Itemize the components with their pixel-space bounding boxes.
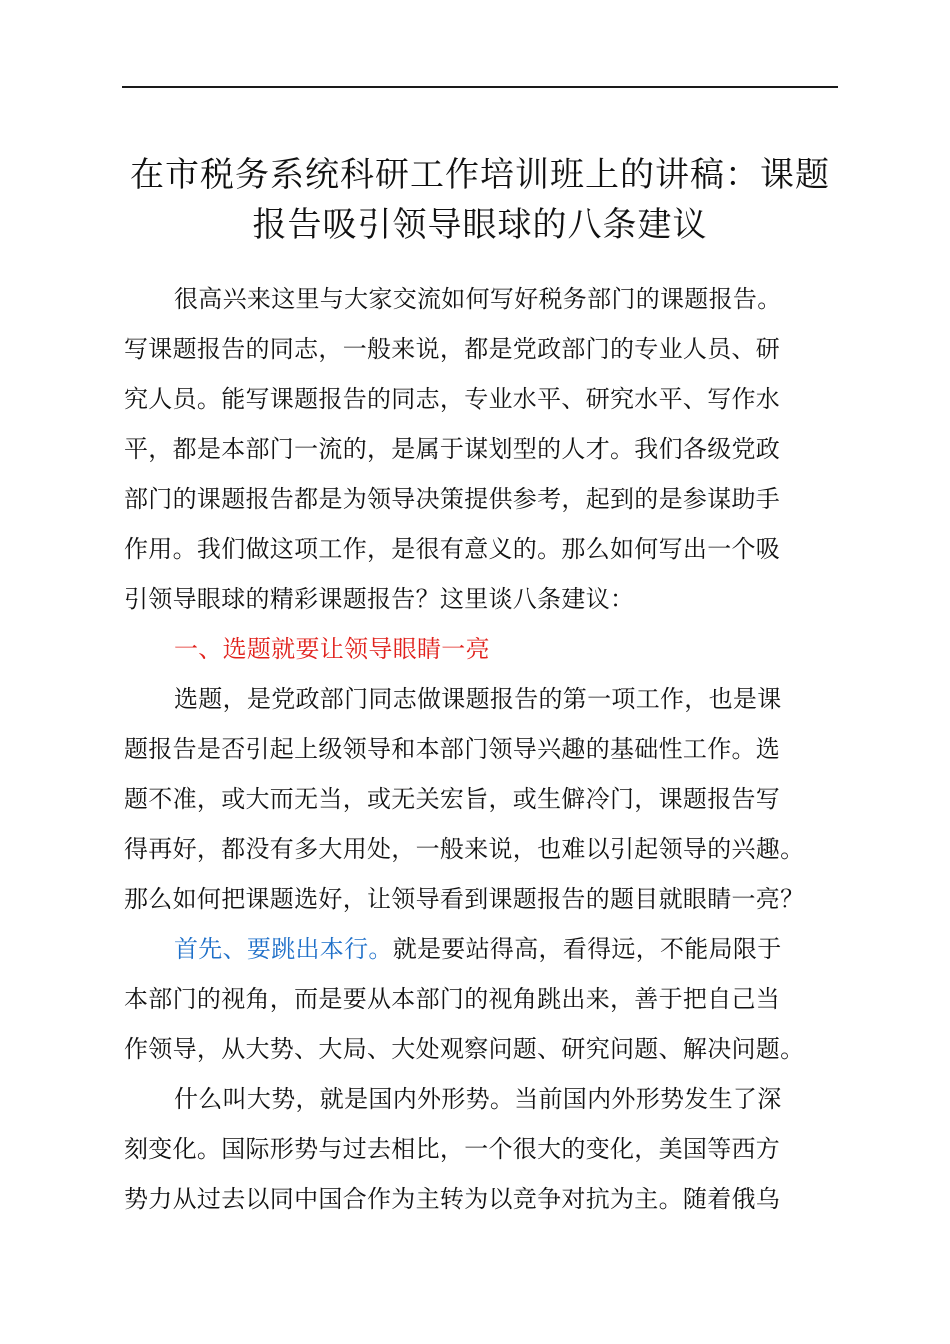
s1-para3-line-3: 势力从过去以同中国合作为主转为以竞争对抗为主。随着俄乌 <box>124 1185 781 1213</box>
s1-para2-line-1 <box>124 924 844 974</box>
s1-para1-line-5: 那么如何把课题选好，让领导看到课题报告的题目就眼睛一亮？ <box>124 885 805 913</box>
intro-line-6: 作用。我们做这项工作，是很有意义的。那么如何写出一个吸 <box>124 535 781 563</box>
document-body <box>124 274 844 1224</box>
s1-para1-line-1: 选题，是党政部门同志做课题报告的第一项工作，也是课 <box>174 685 782 713</box>
s1-para1-line-3: 题不准，或大而无当，或无关宏旨，或生僻冷门，课题报告写 <box>124 785 781 813</box>
s1-para1-line-2: 题报告是否引起上级领导和本部门领导兴趣的基础性工作。选 <box>124 735 781 763</box>
header-rule <box>122 86 838 88</box>
s1-para2-lead: 首先、要跳出本行。 <box>174 935 393 963</box>
section-1-heading: 一、选题就要让领导眼睛一亮 <box>174 635 490 663</box>
s1-para3-line-2: 刻变化。国际形势与过去相比，一个很大的变化，美国等西方 <box>124 1135 781 1163</box>
title-line-2: 报告吸引领导眼球的八条建议 <box>252 205 708 245</box>
document-title <box>110 150 850 250</box>
intro-line-5: 部门的课题报告都是为领导决策提供参考，起到的是参谋助手 <box>124 485 781 513</box>
intro-line-4: 平，都是本部门一流的，是属于谋划型的人才。我们各级党政 <box>124 435 781 463</box>
s1-para2-first-line-rest: 就是要站得高，看得远，不能局限于 <box>392 935 782 963</box>
intro-line-3: 究人员。能写课题报告的同志，专业水平、研究水平、写作水 <box>124 385 781 413</box>
s1-para2-line-2: 本部门的视角，而是要从本部门的视角跳出来，善于把自己当 <box>124 985 781 1013</box>
intro-line-2: 写课题报告的同志，一般来说，都是党政部门的专业人员、研 <box>124 335 781 363</box>
s1-para2-line-3: 作领导，从大势、大局、大处观察问题、研究问题、解决问题。 <box>124 1035 805 1063</box>
title-line-1: 在市税务系统科研工作培训班上的讲稿：课题 <box>130 155 830 195</box>
intro-line-7: 引领导眼球的精彩课题报告？这里谈八条建议： <box>124 585 635 613</box>
s1-para1-line-4: 得再好，都没有多大用处，一般来说，也难以引起领导的兴趣。 <box>124 835 805 863</box>
intro-line-1: 很高兴来这里与大家交流如何写好税务部门的课题报告。 <box>174 285 782 313</box>
s1-para3-line-1: 什么叫大势，就是国内外形势。当前国内外形势发生了深 <box>174 1085 782 1113</box>
